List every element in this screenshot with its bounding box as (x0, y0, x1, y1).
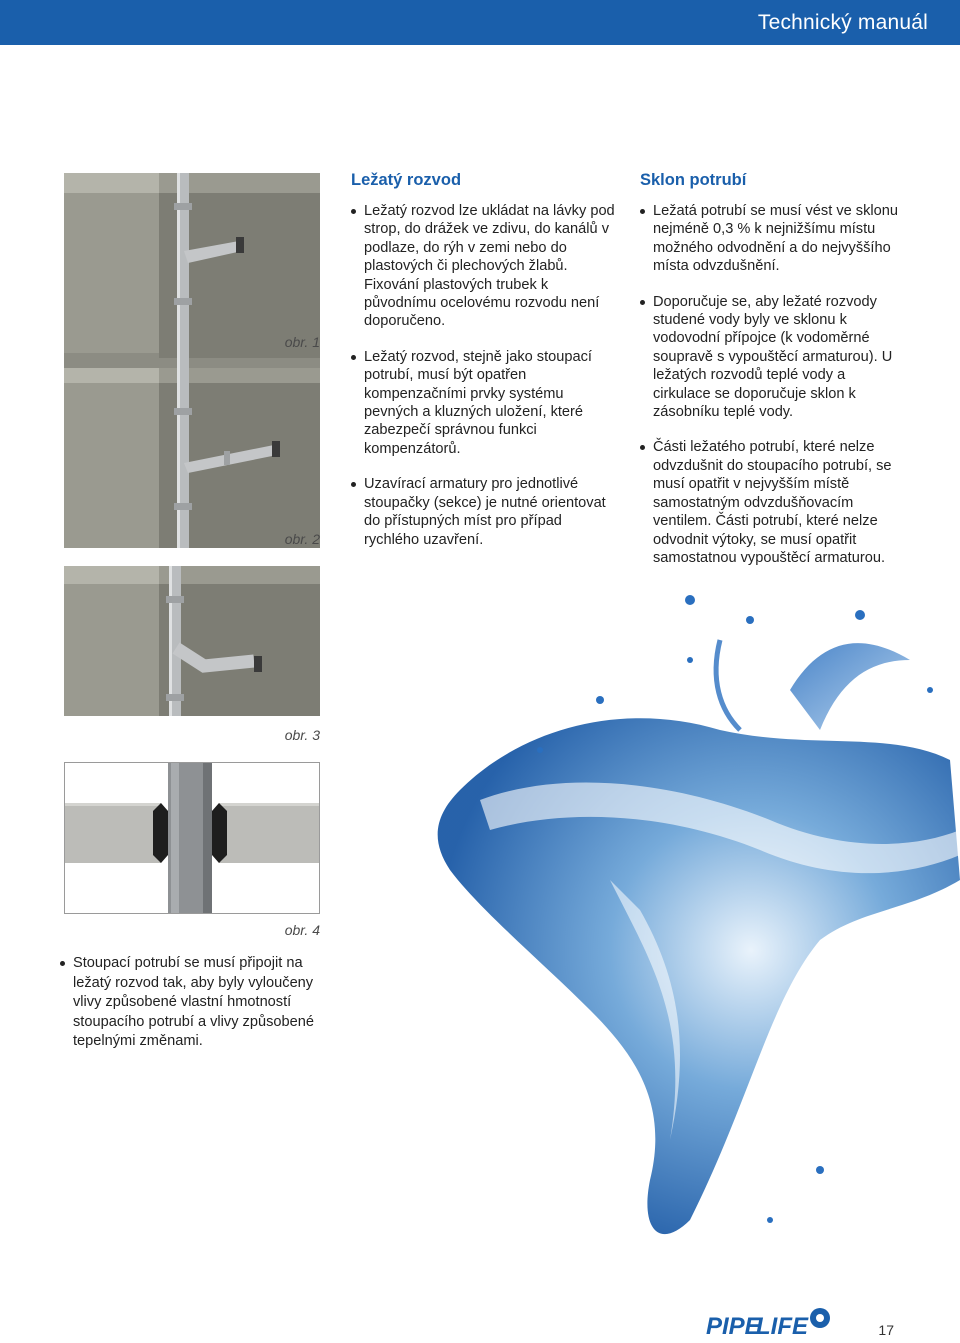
figure-3-illustration (64, 566, 320, 716)
figure-4-illustration (64, 762, 320, 914)
header-bar (0, 0, 960, 45)
section-horizontal-distribution (351, 171, 621, 566)
figure-1-caption: obr. 1 (284, 334, 320, 350)
bullet-list (640, 202, 902, 567)
section-heading: Ležatý rozvod (351, 171, 462, 189)
page-number: 17 (878, 1322, 894, 1338)
pipelife-logo (706, 1306, 836, 1338)
water-splash-image (390, 580, 960, 1260)
list-item: Ležatá potrubí se musí vést ve sklonu nejméně 0,3 % k nejnižšímu místu možného odvodnění a do nejvyššího místa odvzdušnění. (640, 202, 902, 276)
list-item: Ležatý rozvod lze ukládat na lávky pod strop, do drážek ve zdivu, do kanálů v podlaze, do rýh v zemi nebo do plastových či plechových žlabů. Fixování plastových trubek k původnímu ocelovému rozvodu není doporučeno. (351, 202, 621, 331)
list-item: Doporučuje se, aby ležaté rozvody studené vody byly ve sklonu k vodovodní přípojce (k vodoměrné soupravě s vypouštěcí armaturou). U ležatých rozvodů teplé vody a cirkulace se doporučuje sklon k zásobníku teplé vody. (640, 293, 902, 422)
logo-text-life: LIFE (756, 1313, 808, 1338)
bullet-list (60, 954, 322, 1052)
list-item: Stoupací potrubí se musí připojit na ležatý rozvod tak, aby byly vyloučeny vlivy způsobené vlastní hmotností stoupacího potrubí a vlivy způsobené tepelnými změnami. (60, 954, 322, 1052)
section-pipe-slope (640, 171, 902, 584)
list-item: Ležatý rozvod, stejně jako stoupací potrubí, musí být opatřen kompenzačními prvky systému pevných a kluzných uložení, které zabezpečí správnou funkci kompenzátorů. (351, 348, 621, 458)
figure-1-2-illustration (64, 173, 320, 548)
bullet-list (351, 202, 621, 549)
list-item: Části ležatého potrubí, které nelze odvzdušnit do stoupacího potrubí, se musí opatřit v nejvyšším místě samostatným odvzdušňovacím ventilem. Části potrubí, které nelze odvodnit výtoky, se musí opatřit samostatnou vypouštěcí armaturou. (640, 438, 902, 567)
header-title: Technický manuál (757, 11, 928, 34)
figure-2-caption: obr. 2 (284, 531, 320, 547)
riser-connection-note (60, 954, 322, 1069)
figure-3-caption: obr. 3 (284, 727, 320, 743)
figure-4-caption: obr. 4 (284, 922, 320, 938)
list-item: Uzavírací armatury pro jednotlivé stoupačky (sekce) je nutné orientovat do přístupných míst pro případ rychlého uzavření. (351, 475, 621, 549)
section-heading: Sklon potrubí (640, 171, 747, 189)
logo-text-pipe: PIPE (706, 1313, 761, 1338)
